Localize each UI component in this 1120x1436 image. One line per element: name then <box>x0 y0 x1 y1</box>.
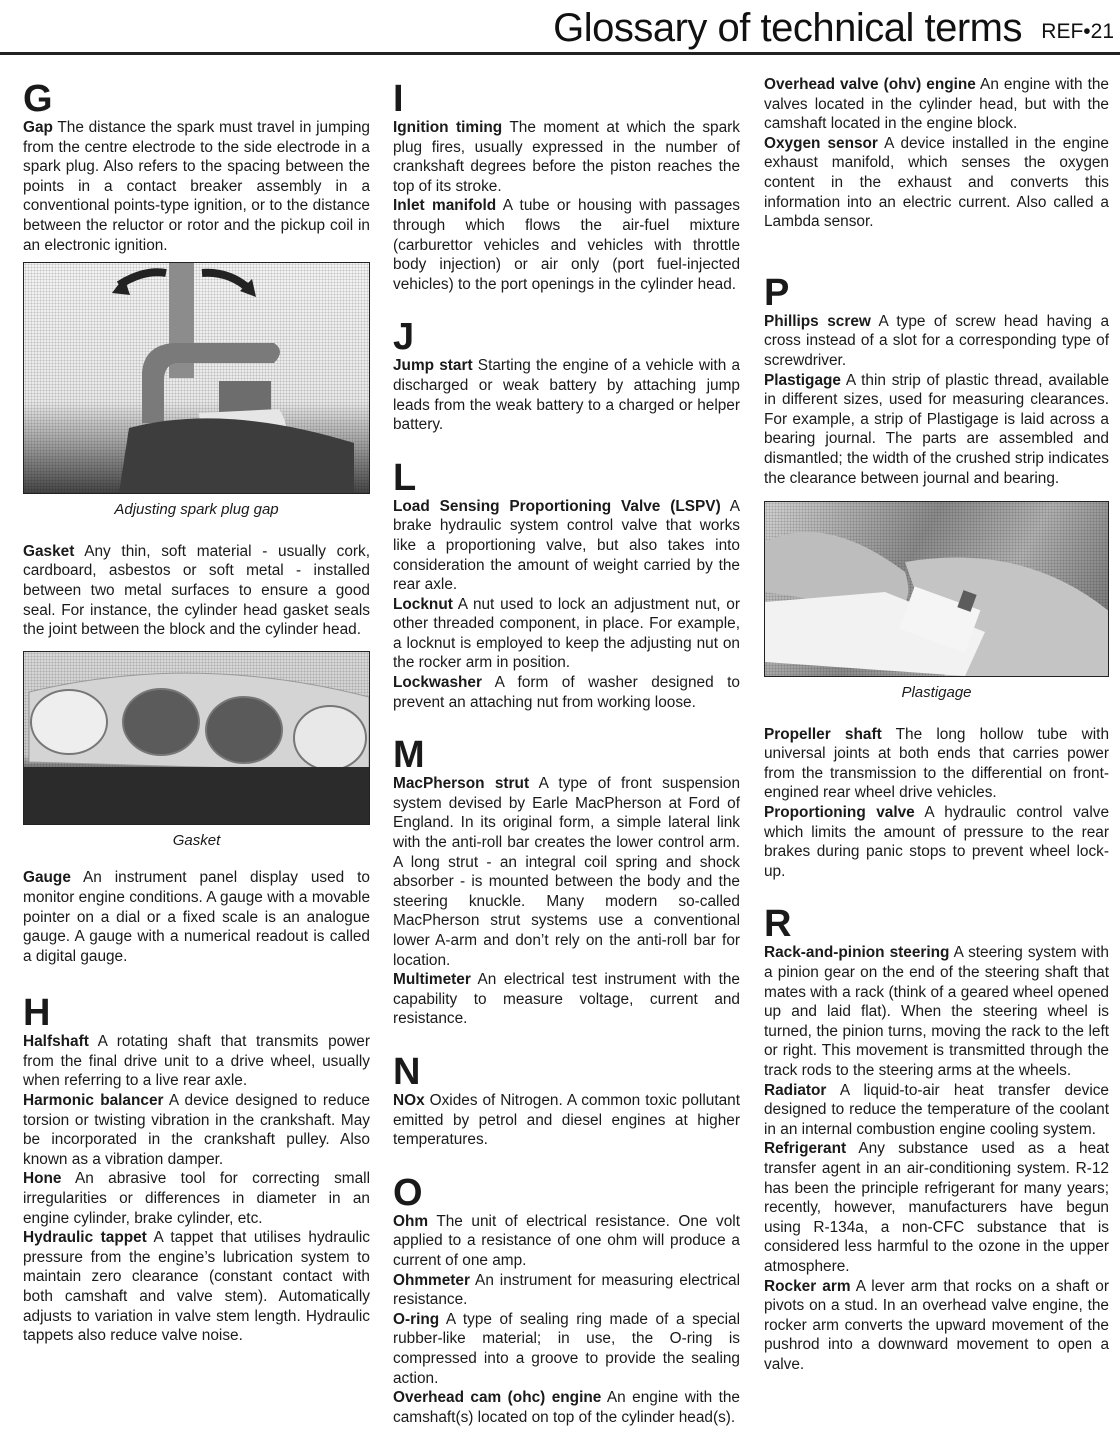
term: Ohmmeter <box>393 1271 470 1289</box>
glossary-entry-ohm <box>393 1212 740 1271</box>
glossary-entry-ignition-timing <box>393 118 740 196</box>
definition: A hydraulic control valve which limits the amount of pressure to the rear brakes during panic stops to prevent wheel lock-up. <box>764 804 1109 880</box>
definition: Oxides of Nitrogen. A common toxic pollutant emitted by petrol and diesel engines at higher temperatures. <box>393 1091 740 1149</box>
glossary-entry-multimeter <box>393 970 740 1029</box>
definition: Any thin, soft material - usually cork, cardboard, asbestos or soft metal - installed between two metal surfaces to ensure a good seal. For instance, the cylinder head gasket seals the joint between the block and the cylinder head. <box>23 542 370 639</box>
section-letter-n: N <box>393 1050 421 1093</box>
figure-caption: Plastigage <box>901 684 972 702</box>
term: Gap <box>23 119 53 136</box>
definition: A type of front suspension system devised by Earle MacPherson at Ford of England. In its original form, a simple lateral link with the anti-roll bar creates the lower control arm. A long strut - an integral coil spring and shock absorber - is mounted between the body and the steering knuckle. Many modern so-called MacPherson strut systems use a conventional lower A-arm and don’t rely on the anti-roll bar for location. <box>393 775 740 969</box>
section-letter-o: O <box>393 1171 423 1214</box>
glossary-entry-gasket <box>23 542 370 640</box>
section-letter-i: I <box>393 78 404 120</box>
definition: An electrical test instrument with the capability to measure voltage, current and resistance. <box>393 971 740 1028</box>
glossary-entry-nox <box>393 1091 740 1150</box>
glossary-entry-propeller-shaft <box>764 725 1109 803</box>
glossary-entry-inlet-manifold <box>393 196 740 294</box>
definition: A type of screw head having a cross instead of a slot for a corresponding type of screwdriver. <box>764 312 1110 369</box>
figure-spark-plug-gap <box>23 262 370 494</box>
glossary-entry-rocker-arm <box>764 1277 1109 1375</box>
figure-gasket <box>23 651 370 825</box>
figure-caption: Gasket <box>172 831 221 849</box>
definition: A form of washer designed to prevent an attaching nut from working loose. <box>393 674 740 711</box>
term: Oxygen sensor <box>764 134 878 152</box>
definition: The long hollow tube with universal joints at both ends that carries power from the transmission to the differential on front-engined rear wheel drive vehicles. <box>764 725 1110 802</box>
spark-plug-illustration <box>24 263 370 493</box>
term: Gauge <box>23 869 71 887</box>
glossary-entry-rack-and-pinion <box>764 943 1109 1080</box>
glossary-entry-refrigerant <box>764 1139 1109 1276</box>
definition: A tappet that utilises hydraulic pressure from the engine’s lubrication system to maintain zero clearance (constant contact with both camshaft and valve stem). Automatically adjusts to variation in valve stem length. Hydraulic tappets also reduce valve noise. <box>23 1229 370 1345</box>
term: Rocker arm <box>764 1277 851 1295</box>
glossary-entry-o-ring <box>393 1310 740 1388</box>
term: Propeller shaft <box>764 725 882 743</box>
section-letter-h: H <box>23 992 51 1035</box>
glossary-entry-phillips-screw <box>764 312 1109 371</box>
glossary-entry-lockwasher <box>393 673 740 712</box>
definition: An engine with the camshaft(s) located on top of the cylinder head(s). <box>393 1389 740 1426</box>
definition: A steering system with a pinion gear on the end of the steering shaft that mates with a rack (think of a geared wheel opened up and laid flat). When the steering wheel is turned, the pinion turns, moving the rack to the left or right. This movement is transmitted through the track rods to the steering arms at the wheels. <box>764 944 1109 1079</box>
term: Halfshaft <box>23 1033 89 1051</box>
glossary-entry-ohv-engine <box>764 75 1109 134</box>
term: Hydraulic tappet <box>23 1229 147 1247</box>
section-letter-r: R <box>764 903 792 946</box>
header-rule <box>0 52 1120 55</box>
definition: A thin strip of plastic thread, available in different sizes, used for measuring clearances. For example, a strip of Plastigage is laid across a bearing journal. The parts are assembled and dismantled; the width of the crushed strip indicates the clearance between journal and bearing. <box>764 371 1109 487</box>
glossary-entry-harmonic-balancer <box>23 1091 370 1169</box>
definition: An engine with the valves located in the cylinder head, but with the camshaft located in the engine block. <box>764 76 1109 133</box>
definition: The unit of electrical resistance. One volt applied to a resistance of one ohm will produce a current of one amp. <box>393 1212 740 1269</box>
glossary-entry-locknut <box>393 595 740 673</box>
column-3 <box>764 75 1109 1375</box>
definition: A brake hydraulic system control valve that works like a proportioning valve, but also takes into consideration the amount of weight carried by the rear axle. <box>393 497 740 594</box>
plastigage-illustration <box>765 502 1109 676</box>
definition: A rotating shaft that transmits power from the final drive unit to a drive wheel, usually when referring to a live rear axle. <box>23 1033 370 1090</box>
term: Lockwasher <box>393 674 482 692</box>
definition: The distance the spark must travel in jumping from the centre electrode to the side electrode in a spark plug. Also refers to the spacing between the points in a contact breaker assembly in a conventional points-type ignition, or to the distance between the reluctor or rotor and the pickup coil in an electronic ignition. <box>23 119 370 254</box>
page-header <box>0 0 1120 56</box>
term: O-ring <box>393 1310 440 1328</box>
term: Load Sensing Proportioning Valve (LSPV) <box>393 497 721 515</box>
term: Ohm <box>393 1212 429 1230</box>
glossary-entry-gauge <box>23 868 370 966</box>
term: Inlet manifold <box>393 197 497 215</box>
definition: A tube or housing with passages through which flows the air-fuel mixture (carburettor vehicles and vehicles with throttle body injection) or air only (port fuel-injected vehicles) to the port openings in the cylinder head. <box>393 197 740 293</box>
definition: The moment at which the spark plug fires, usually expressed in the number of crankshaft degrees before the piston reaches the top of its stroke. <box>393 119 740 195</box>
glossary-entry-macpherson-strut <box>393 774 740 970</box>
definition: An abrasive tool for correcting small irregularities or differences in diameter in an engine cylinder, brake cylinder, etc. <box>23 1170 370 1227</box>
figure-caption: Adjusting spark plug gap <box>114 501 279 519</box>
term: Overhead cam (ohc) engine <box>393 1389 602 1407</box>
term: Jump start <box>393 357 473 375</box>
term: Multimeter <box>393 971 471 989</box>
definition: A type of sealing ring made of a special rubber-like material; in use, the O-ring is compressed into a groove to provide the sealing action. <box>393 1310 740 1387</box>
glossary-entry-ohc-engine <box>393 1388 740 1427</box>
glossary-entry-gap <box>23 118 370 255</box>
term: Rack-and-pinion steering <box>764 944 950 962</box>
definition: An instrument for measuring electrical resistance. <box>393 1271 740 1309</box>
term: Ignition timing <box>393 119 503 136</box>
term: Phillips screw <box>764 312 871 330</box>
glossary-entry-proportioning-valve <box>764 803 1109 881</box>
figure-plastigage <box>764 501 1109 677</box>
section-letter-g: G <box>23 78 53 120</box>
glossary-entry-oxygen-sensor <box>764 134 1109 232</box>
definition: A nut used to lock an adjustment nut, or other threaded component, in place. For example, a locknut is employed to keep the adjusting nut on the rocker arm in position. <box>393 595 740 672</box>
page-reference: REF•21 <box>1041 20 1114 43</box>
definition: A lever arm that rocks on a shaft or pivots on a stud. In an overhead valve engine, the rocker arm converts the upward movement of the pushrod into a downward movement to open a valve. <box>764 1277 1109 1373</box>
gasket-illustration <box>24 652 370 824</box>
glossary-entry-radiator <box>764 1081 1109 1140</box>
definition: A device designed to reduce torsion or twisting vibration in the crankshaft. May be incorporated in the crankshaft pulley. Also known as a vibration damper. <box>23 1092 370 1168</box>
term: Overhead valve (ohv) engine <box>764 76 976 93</box>
glossary-entry-hone <box>23 1169 370 1228</box>
page-title: Glossary of technical terms <box>553 6 1022 50</box>
glossary-entry-ohmmeter <box>393 1271 740 1310</box>
term: MacPherson strut <box>393 775 530 793</box>
glossary-entry-plastigage <box>764 371 1109 489</box>
glossary-entry-jump-start <box>393 356 740 434</box>
section-letter-m: M <box>393 734 425 777</box>
term: Radiator <box>764 1081 827 1099</box>
term: Harmonic balancer <box>23 1092 164 1110</box>
definition: A liquid-to-air heat transfer device designed to reduce the temperature of the coolant in an internal combustion engine cooling system. <box>764 1081 1109 1138</box>
section-letter-p: P <box>764 271 790 314</box>
definition: Any substance used as a heat transfer agent in an air-conditioning system. R-12 has been the principle refrigerant for many years; recently, however, manufacturers have begun using R-134a, a non-CFC substance that is considered less harmful to the ozone in the upper atmosphere. <box>764 1140 1109 1275</box>
section-letter-j: J <box>393 316 415 359</box>
section-letter-l: L <box>393 456 417 499</box>
term: Locknut <box>393 595 453 613</box>
term: Plastigage <box>764 371 841 389</box>
definition: A device installed in the engine exhaust manifold, which senses the oxygen content in the exhaust and converts this information into an electric current. Also called a Lambda sensor. <box>764 134 1109 231</box>
column-1 <box>23 74 370 1346</box>
column-2 <box>393 74 740 1427</box>
definition: Starting the engine of a vehicle with a discharged or weak battery by attaching jump leads from the weak battery to a charged or helper battery. <box>393 357 741 434</box>
glossary-entry-lspv <box>393 497 740 595</box>
term: Proportioning valve <box>764 804 915 822</box>
term: Refrigerant <box>764 1140 847 1158</box>
term: Hone <box>23 1170 62 1188</box>
definition: An instrument panel display used to monitor engine conditions. A gauge with a movable pointer on a dial or a fixed scale is an analogue gauge. A gauge with a numerical readout is called a digital gauge. <box>23 869 370 965</box>
term: NOx <box>393 1091 425 1109</box>
term: Gasket <box>23 542 75 560</box>
glossary-entry-halfshaft <box>23 1032 370 1091</box>
glossary-entry-hydraulic-tappet <box>23 1228 370 1346</box>
